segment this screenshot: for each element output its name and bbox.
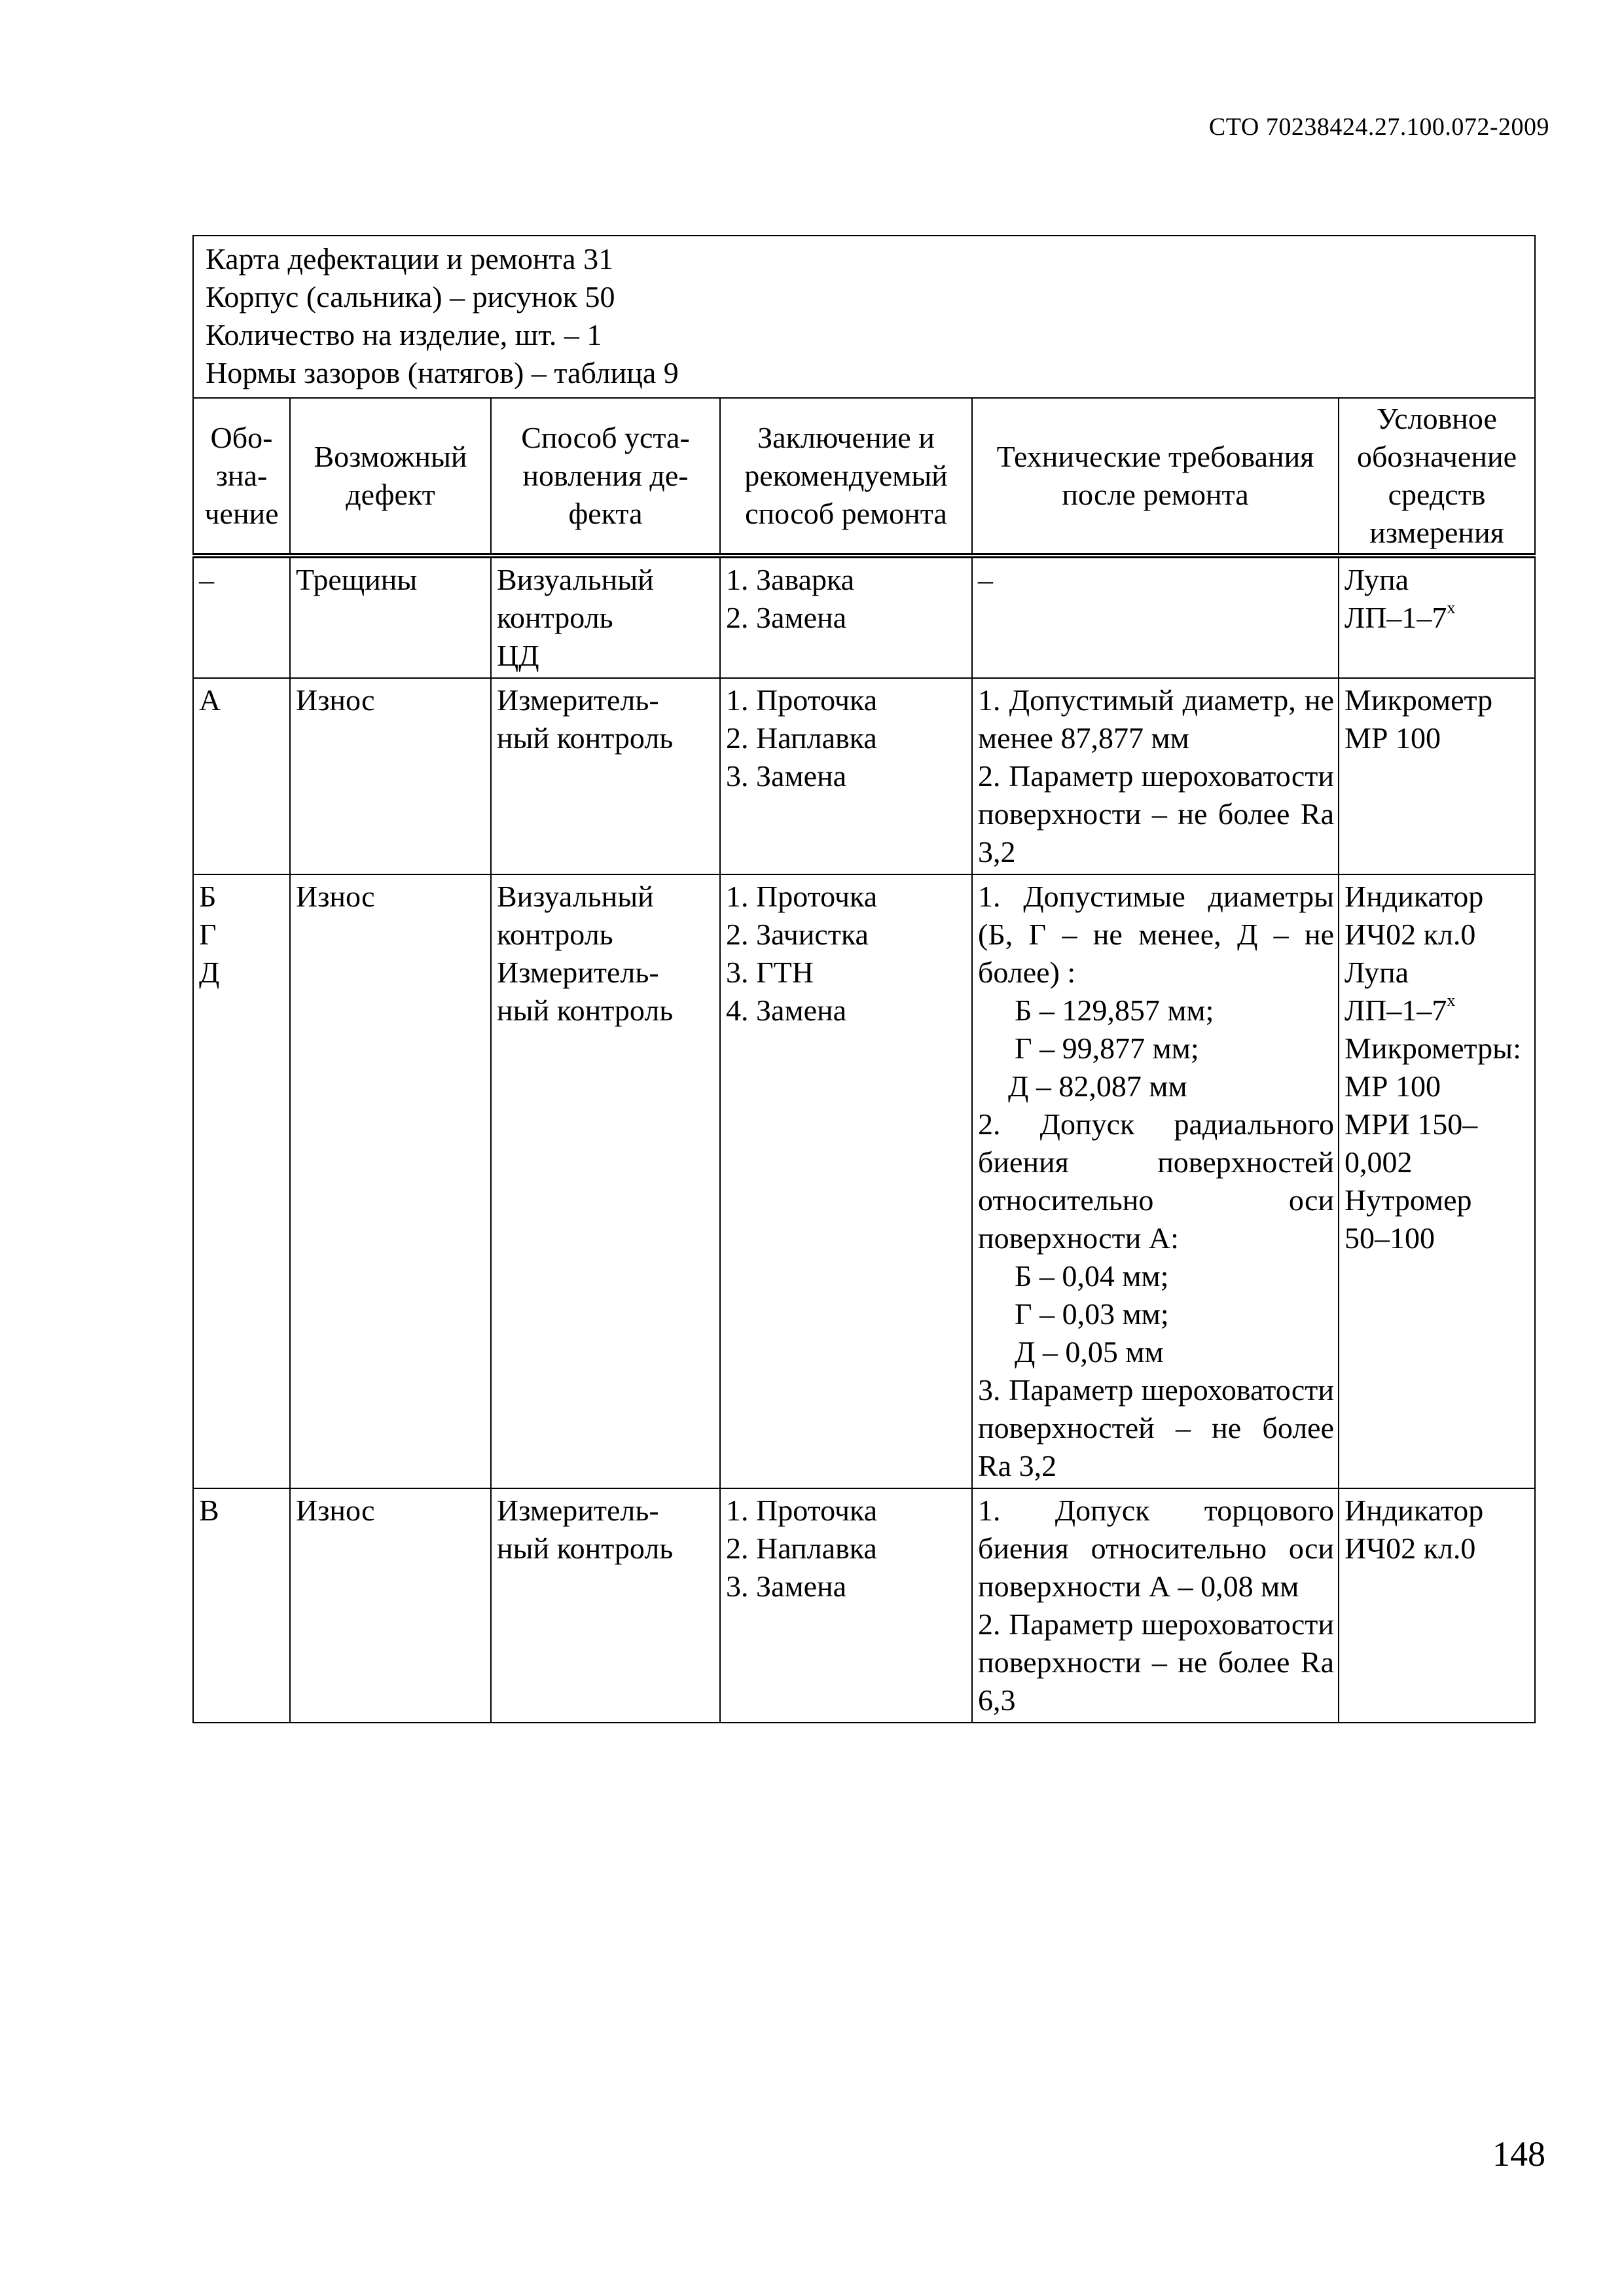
card-part: Корпус (сальника) – рисунок 50: [206, 280, 615, 314]
cell-repair: 1. Проточка 2. Наплавка 3. Замена: [720, 678, 972, 874]
superscript-x: х: [1447, 598, 1456, 617]
cell-designation: –: [193, 556, 290, 678]
cell-defect: Износ: [290, 678, 491, 874]
cell-method: Визуальный контроль Измеритель- ный контроль: [491, 874, 720, 1488]
card-header: [193, 236, 1535, 398]
cell-tools: Индикатор ИЧ02 кл.0 Лупа $ЛП-1-7^х$ Микрометры: МР 100 МРИ 150–0,002 Нутромер 50–100: [1339, 874, 1535, 1488]
cell-defect: Износ: [290, 874, 491, 1488]
superscript-x: х: [1447, 991, 1456, 1010]
col-tools: Условное обозначение средств измерения: [1339, 398, 1535, 556]
col-conclusion: Заключение и рекомендуемый способ ремонта: [720, 398, 972, 556]
col-designation: Обо- зна- чение: [193, 398, 290, 556]
cell-requirements: 1. Допустимый диаметр, не менее 87,877 мм 2. Параметр шероховатости поверхности – не более Ra 3,2: [972, 678, 1339, 874]
defect-repair-card-table: [192, 235, 1536, 1723]
cell-requirements: 1. Допуск торцового биения относительно оси поверхности А – 0,08 мм 2. Параметр шероховатости поверхности – не более Ra 6,3: [972, 1488, 1339, 1723]
col-defect: Возможный дефект: [290, 398, 491, 556]
col-method: Способ уста- новления де- фекта: [491, 398, 720, 556]
card-title: Карта дефектации и ремонта 31: [206, 242, 614, 276]
cell-designation: В: [193, 1488, 290, 1723]
cell-method: Измеритель- ный контроль: [491, 1488, 720, 1723]
cell-designation: А: [193, 678, 290, 874]
table-row: [193, 678, 1535, 874]
cell-requirements: 1. Допустимые диаметры (Б, Г – не менее, Д – не более) : Б – 129,857 мм; Г – 99,877 мм; Д – 82,087 мм 2. Допуск радиального биения поверхностей относительно оси поверхности А: Б – 0,04 мм; Г – 0,03 мм; Д – 0,05 мм 3. Параметр шероховатости поверхностей – не более Ra 3,2: [972, 874, 1339, 1488]
table-row: [193, 874, 1535, 1488]
cell-tools: Индикатор ИЧ02 кл.0: [1339, 1488, 1535, 1723]
cell-repair: 1. Проточка 2. Наплавка 3. Замена: [720, 1488, 972, 1723]
cell-method: Визуальный контроль ЦД: [491, 556, 720, 678]
card-quantity: Количество на изделие, шт. – 1: [206, 318, 602, 351]
cell-tools: Лупа $ЛП-1-7^х$: [1339, 556, 1535, 678]
table-row: [193, 556, 1535, 678]
page-number: 148: [1492, 2134, 1545, 2174]
card-clearance-norms: Нормы зазоров (натягов) – таблица 9: [206, 356, 679, 389]
cell-defect: Трещины: [290, 556, 491, 678]
card-header-row: [193, 236, 1535, 398]
cell-tools: Микрометр МР 100: [1339, 678, 1535, 874]
column-header-row: [193, 398, 1535, 556]
cell-requirements: –: [972, 556, 1339, 678]
cell-repair: 1. Заварка 2. Замена: [720, 556, 972, 678]
col-requirements: Технические требования после ремонта: [972, 398, 1339, 556]
cell-designation: Б Г Д: [193, 874, 290, 1488]
cell-method: Измеритель- ный контроль: [491, 678, 720, 874]
cell-repair: 1. Проточка 2. Зачистка 3. ГТН 4. Замена: [720, 874, 972, 1488]
document-code: СТО 70238424.27.100.072-2009: [1208, 113, 1549, 141]
table-row: [193, 1488, 1535, 1723]
cell-defect: Износ: [290, 1488, 491, 1723]
